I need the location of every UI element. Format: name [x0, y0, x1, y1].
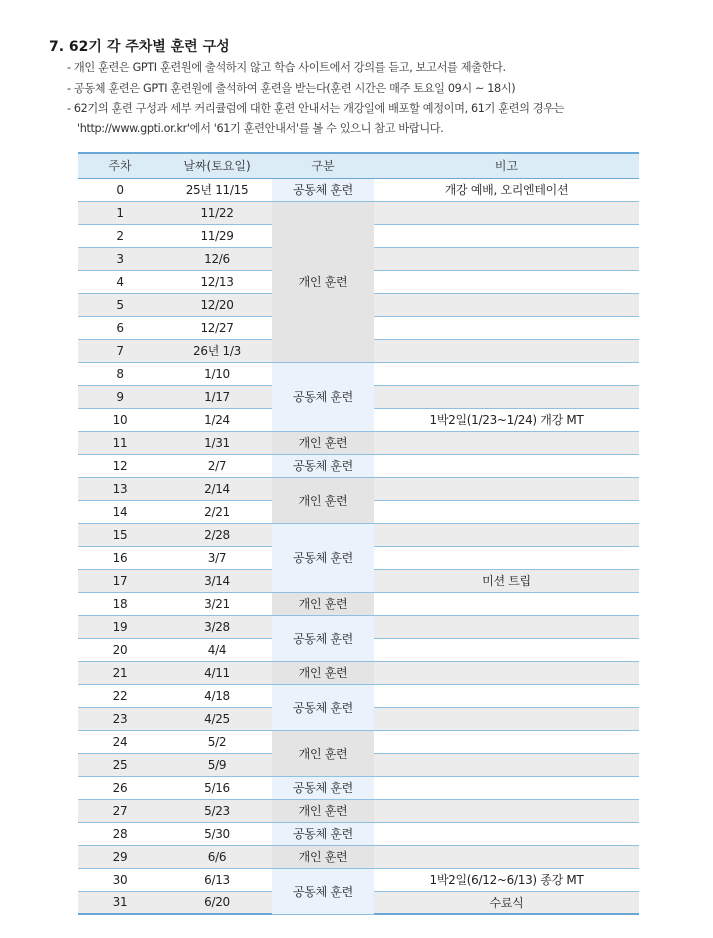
table-row	[78, 454, 639, 477]
date-cell: 2/7	[162, 454, 272, 477]
note-cell	[374, 661, 639, 684]
week-cell: 20	[78, 638, 162, 661]
week-cell: 0	[78, 178, 162, 201]
week-cell: 25	[78, 753, 162, 776]
note-cell	[374, 385, 639, 408]
table-body	[78, 178, 639, 914]
week-cell: 12	[78, 454, 162, 477]
date-cell: 1/10	[162, 362, 272, 385]
category-cell: 공동체 훈련	[272, 776, 374, 799]
week-cell: 23	[78, 707, 162, 730]
week-cell: 19	[78, 615, 162, 638]
table-header-row	[78, 153, 639, 178]
category-cell: 공동체 훈련	[272, 684, 374, 730]
date-cell: 3/21	[162, 592, 272, 615]
week-cell: 1	[78, 201, 162, 224]
week-cell: 24	[78, 730, 162, 753]
note-cell	[374, 339, 639, 362]
note-cell	[374, 592, 639, 615]
week-cell: 22	[78, 684, 162, 707]
table-row	[78, 615, 639, 638]
date-cell: 11/22	[162, 201, 272, 224]
week-cell: 3	[78, 247, 162, 270]
table-row	[78, 523, 639, 546]
date-cell: 25년 11/15	[162, 178, 272, 201]
week-cell: 6	[78, 316, 162, 339]
week-cell: 28	[78, 822, 162, 845]
date-cell: 12/20	[162, 293, 272, 316]
week-cell: 29	[78, 845, 162, 868]
date-cell: 5/16	[162, 776, 272, 799]
category-cell: 개인 훈련	[272, 431, 374, 454]
week-cell: 26	[78, 776, 162, 799]
category-cell: 개인 훈련	[272, 799, 374, 822]
header-note: 비고	[374, 153, 639, 178]
note-cell	[374, 270, 639, 293]
date-cell: 11/29	[162, 224, 272, 247]
table-row	[78, 799, 639, 822]
note-cell: 수료식	[374, 891, 639, 914]
week-cell: 9	[78, 385, 162, 408]
week-cell: 11	[78, 431, 162, 454]
table-row	[78, 684, 639, 707]
date-cell: 5/9	[162, 753, 272, 776]
bullet-group-training: - 공동체 훈련은 GPTI 훈련원에 출석하여 훈련을 받는다(훈련 시간은 매주 토요일 09시 ~ 18시)	[67, 82, 516, 95]
bullet-curriculum-guide-link: 'http://www.gpti.or.kr'에서 '61기 훈련안내서'를 볼 수 있으니 참고 바랍니다.	[77, 122, 444, 135]
table-row	[78, 730, 639, 753]
table-row	[78, 362, 639, 385]
header-category: 구분	[272, 153, 374, 178]
note-cell	[374, 684, 639, 707]
note-cell	[374, 822, 639, 845]
week-cell: 2	[78, 224, 162, 247]
bullet-individual-training: - 개인 훈련은 GPTI 훈련원에 출석하지 않고 학습 사이트에서 강의를 듣고, 보고서를 제출한다.	[67, 61, 506, 74]
note-cell	[374, 454, 639, 477]
date-cell: 26년 1/3	[162, 339, 272, 362]
note-cell	[374, 730, 639, 753]
date-cell: 6/20	[162, 891, 272, 914]
date-cell: 1/24	[162, 408, 272, 431]
note-cell	[374, 500, 639, 523]
note-cell	[374, 293, 639, 316]
date-cell: 5/23	[162, 799, 272, 822]
note-cell	[374, 316, 639, 339]
week-cell: 17	[78, 569, 162, 592]
date-cell: 5/2	[162, 730, 272, 753]
category-cell: 공동체 훈련	[272, 362, 374, 431]
table-row	[78, 868, 639, 891]
note-cell	[374, 477, 639, 500]
week-cell: 21	[78, 661, 162, 684]
table-row	[78, 592, 639, 615]
note-cell	[374, 776, 639, 799]
category-cell: 공동체 훈련	[272, 178, 374, 201]
date-cell: 2/21	[162, 500, 272, 523]
week-cell: 18	[78, 592, 162, 615]
category-cell: 개인 훈련	[272, 201, 374, 362]
table-row	[78, 477, 639, 500]
date-cell: 6/13	[162, 868, 272, 891]
table-row	[78, 661, 639, 684]
note-cell: 개강 예배, 오리엔테이션	[374, 178, 639, 201]
note-cell: 1박2일(1/23~1/24) 개강 MT	[374, 408, 639, 431]
header-date: 날짜(토요일)	[162, 153, 272, 178]
note-cell	[374, 224, 639, 247]
table-row	[78, 201, 639, 224]
date-cell: 4/4	[162, 638, 272, 661]
date-cell: 3/14	[162, 569, 272, 592]
date-cell: 4/11	[162, 661, 272, 684]
category-cell: 공동체 훈련	[272, 868, 374, 914]
week-cell: 10	[78, 408, 162, 431]
week-cell: 5	[78, 293, 162, 316]
week-cell: 4	[78, 270, 162, 293]
week-cell: 13	[78, 477, 162, 500]
category-cell: 개인 훈련	[272, 592, 374, 615]
date-cell: 2/14	[162, 477, 272, 500]
date-cell: 12/6	[162, 247, 272, 270]
table-row	[78, 178, 639, 201]
date-cell: 12/13	[162, 270, 272, 293]
date-cell: 3/28	[162, 615, 272, 638]
date-cell: 6/6	[162, 845, 272, 868]
week-cell: 16	[78, 546, 162, 569]
bullet-curriculum-guide: - 62기의 훈련 구성과 세부 커리큘럼에 대한 훈련 안내서는 개강일에 배포할 예정이며, 61기 훈련의 경우는	[67, 102, 565, 115]
category-cell: 개인 훈련	[272, 661, 374, 684]
category-cell: 공동체 훈련	[272, 615, 374, 661]
note-cell	[374, 362, 639, 385]
note-cell	[374, 615, 639, 638]
date-cell: 4/18	[162, 684, 272, 707]
date-cell: 4/25	[162, 707, 272, 730]
date-cell: 2/28	[162, 523, 272, 546]
week-cell: 8	[78, 362, 162, 385]
note-cell	[374, 247, 639, 270]
week-cell: 27	[78, 799, 162, 822]
date-cell: 12/27	[162, 316, 272, 339]
week-cell: 14	[78, 500, 162, 523]
date-cell: 1/31	[162, 431, 272, 454]
note-cell: 1박2일(6/12~6/13) 종강 MT	[374, 868, 639, 891]
note-cell	[374, 546, 639, 569]
date-cell: 1/17	[162, 385, 272, 408]
note-cell	[374, 638, 639, 661]
table-row	[78, 431, 639, 454]
date-cell: 5/30	[162, 822, 272, 845]
category-cell: 공동체 훈련	[272, 454, 374, 477]
category-cell: 개인 훈련	[272, 730, 374, 776]
table-row	[78, 845, 639, 868]
note-cell	[374, 707, 639, 730]
note-cell: 미션 트립	[374, 569, 639, 592]
category-cell: 공동체 훈련	[272, 523, 374, 592]
date-cell: 3/7	[162, 546, 272, 569]
category-cell: 개인 훈련	[272, 477, 374, 523]
table-row	[78, 776, 639, 799]
section-title: 7. 62기 각 주차별 훈련 구성	[49, 39, 230, 55]
weekly-schedule-table	[78, 152, 639, 915]
week-cell: 31	[78, 891, 162, 914]
note-cell	[374, 845, 639, 868]
note-cell	[374, 799, 639, 822]
table-row	[78, 822, 639, 845]
category-cell: 개인 훈련	[272, 845, 374, 868]
note-cell	[374, 201, 639, 224]
category-cell: 공동체 훈련	[272, 822, 374, 845]
note-cell	[374, 523, 639, 546]
week-cell: 15	[78, 523, 162, 546]
header-week: 주차	[78, 153, 162, 178]
week-cell: 7	[78, 339, 162, 362]
note-cell	[374, 431, 639, 454]
week-cell: 30	[78, 868, 162, 891]
note-cell	[374, 753, 639, 776]
